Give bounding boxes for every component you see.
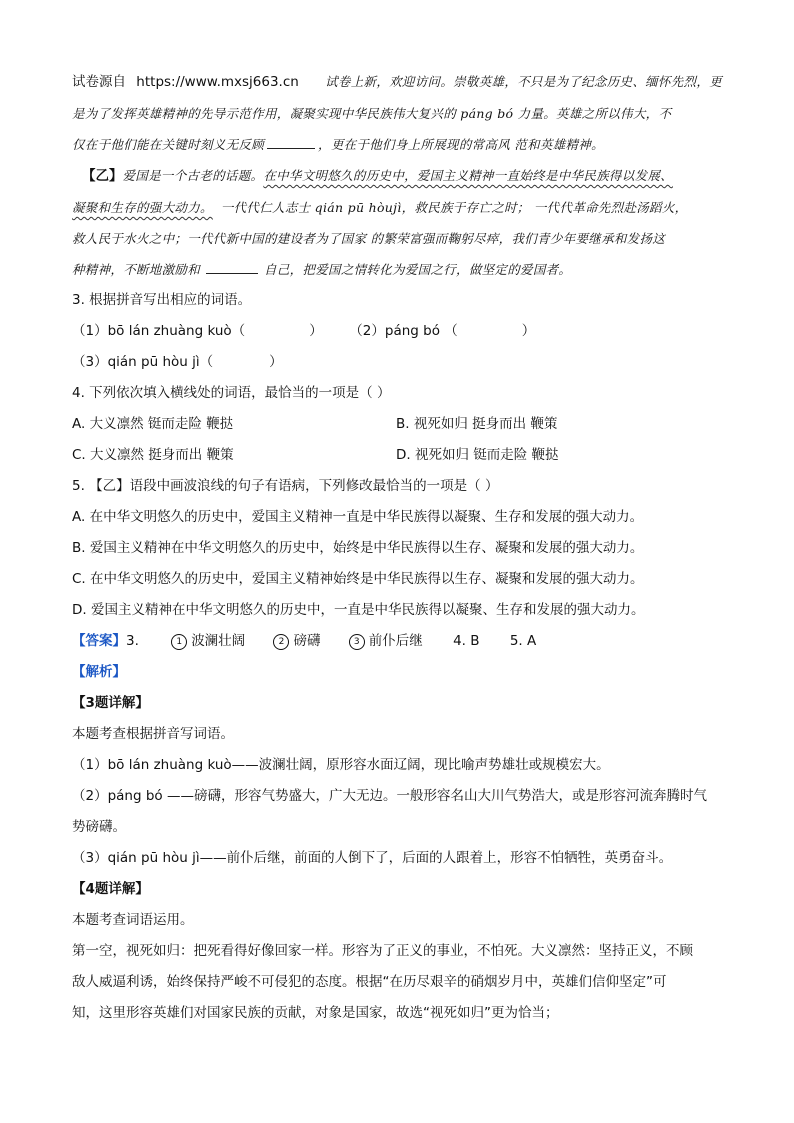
- q3-item-1-close: ）: [309, 323, 323, 339]
- passage-yi-line-2: [72, 192, 722, 223]
- circled-number-3: 3: [349, 634, 365, 650]
- answer-q3-num: 3.: [126, 633, 139, 649]
- wavy-sentence-part-1: 在中华文明悠久的历史中，爱国主义精神一直始终是中华民族得以发展、: [263, 168, 673, 183]
- q3-detail-header: 【3题详解】: [72, 695, 149, 711]
- passage-jia-line-2: 是为了发挥英雄精神的先导示范作用，凝聚实现中华民族伟大复兴的 páng bó 力量。英雄之所以伟大，不: [72, 106, 672, 121]
- circled-number-1: 1: [171, 634, 187, 650]
- q4-detail-p3: 知，这里形容英雄们对国家民族的贡献，对象是国家，故选“视死如归”更为恰当；: [72, 1005, 559, 1021]
- q3-item-3: （3）qián pū hòu jì（: [72, 354, 214, 370]
- q3-item-2-close: ）: [521, 323, 536, 339]
- fill-blank-2: [206, 261, 258, 274]
- q3-detail-3: （3）qián pū hòu jì——前仆后继，前面的人倒下了，后面的人跟着上，形容不怕牺牲，英勇奋斗。: [72, 850, 673, 866]
- source-url[interactable]: https://www.mxsj663.cn: [136, 74, 299, 90]
- q3-detail-intro: 本题考查根据拼音写词语。: [72, 726, 234, 742]
- q3-item-3-close: ）: [269, 354, 283, 370]
- q5-option-c: C. 在中华文明悠久的历史中，爱国主义精神始终是中华民族得以生存、凝聚和发展的强大动力。: [72, 571, 644, 587]
- q3-items-row-2: [72, 347, 722, 378]
- circled-number-2: 2: [273, 634, 289, 650]
- passage-yi-text-2: 一代代仁人志士 qián pū hòujì，救民族于存亡之时； 一代代革命先烈赴汤蹈火，: [220, 200, 688, 215]
- passage-yi-line-1: [72, 160, 722, 192]
- passage-jia-text-3b: ，更在于他们身上所展现的常高风 范和英雄精神。: [318, 137, 604, 152]
- passage-yi-text-1a: 爱国是一个古老的话题。: [122, 168, 264, 183]
- answer-3-3: 前仆后继: [368, 633, 423, 649]
- answer-q5: 5. A: [509, 633, 537, 649]
- q4-option-d: D. 视死如归 铤而走险 鞭挞: [396, 447, 559, 463]
- analysis-label: 【解析】: [72, 664, 126, 680]
- q4-options-row-1: [72, 409, 722, 440]
- answer-3-1: 波澜壮阔: [191, 633, 246, 649]
- passage-jia-text-1: 试卷上新，欢迎访问。崇敬英雄，不只是为了纪念历史、缅怀先烈，更: [325, 74, 722, 89]
- passage-yi-line-4: [72, 254, 722, 285]
- q4-option-c: C. 大义凛然 挺身而出 鞭策: [72, 447, 234, 463]
- q4-detail-header: 【4题详解】: [72, 881, 149, 897]
- q3-detail-1: （1）bō lán zhuàng kuò——波澜壮阔，原形容水面辽阔，现比喻声势雄壮或规模宏大。: [72, 757, 610, 773]
- answer-row: [72, 626, 722, 657]
- answer-label: 【答案】: [72, 633, 126, 649]
- q3-item-2: （2）páng bó （: [349, 323, 458, 339]
- q5-stem: 5. 【乙】语段中画波浪线的句子有语病，下列修改最恰当的一项是（ ）: [72, 478, 499, 494]
- wavy-sentence-part-2: 凝聚和生存的强大动力。: [72, 200, 213, 215]
- q4-detail-p2: 敌人威逼利诱，始终保持严峻不可侵犯的态度。根据“在历尽艰辛的硝烟岁月中，英雄们信仰坚定”可: [72, 974, 667, 990]
- document-page: [72, 66, 722, 1029]
- q3-items-row-1: [72, 316, 722, 347]
- q4-detail-p1: 第一空，视死如归：把死看得好像回家一样。形容为了正义的事业，不怕死。大义凛然：坚持正义，不顾: [72, 943, 693, 959]
- q4-stem: 4. 下列依次填入横线处的词语，最恰当的一项是（ ）: [72, 385, 391, 401]
- passage-yi-text-4a: 种精神，不断地激励和: [72, 262, 201, 277]
- q3-stem: 3. 根据拼音写出相应的词语。: [72, 292, 252, 308]
- q3-detail-2b: 势磅礴。: [72, 819, 126, 835]
- passage-jia-text-3a: 仅在于他们能在关键时刻义无反顾: [72, 137, 265, 152]
- passage-yi-label: 【乙】: [82, 168, 123, 184]
- q5-option-d: D. 爱国主义精神在中华文明悠久的历史中，一直是中华民族得以凝聚、生存和发展的强大动力。: [72, 602, 645, 618]
- passage-jia-line-3: [72, 129, 722, 160]
- answer-3-2: 磅礴: [293, 633, 321, 649]
- q4-option-b: B. 视死如归 挺身而出 鞭策: [396, 416, 558, 432]
- q3-detail-2a: （2）páng bó ——磅礴，形容气势盛大，广大无边。一般形容名山大川气势浩大，或是形容河流奔腾时气: [72, 788, 707, 804]
- passage-jia-line-1: [72, 66, 722, 98]
- q4-options-row-2: [72, 440, 722, 471]
- fill-blank-1: [267, 136, 315, 149]
- source-label: 试卷源自: [72, 74, 126, 90]
- answer-q4: 4. B: [453, 633, 480, 649]
- q5-option-b: B. 爱国主义精神在中华文明悠久的历史中，始终是中华民族得以生存、凝聚和发展的强大动力。: [72, 540, 644, 556]
- passage-yi-line-3: 救人民于水火之中；一代代新中国的建设者为了国家 的繁荣富强而鞠躬尽瘁，我们青少年要继承和发扬这: [72, 231, 666, 246]
- q3-item-1: （1）bō lán zhuàng kuò（: [72, 323, 246, 339]
- passage-yi-text-4b: 自己，把爱国之情转化为爱国之行，做坚定的爱国者。: [264, 262, 572, 277]
- q4-option-a: A. 大义凛然 铤而走险 鞭挞: [72, 416, 234, 432]
- q5-option-a: A. 在中华文明悠久的历史中，爱国主义精神一直是中华民族得以凝聚、生存和发展的强大动力。: [72, 509, 644, 525]
- q4-detail-intro: 本题考查词语运用。: [72, 912, 194, 928]
